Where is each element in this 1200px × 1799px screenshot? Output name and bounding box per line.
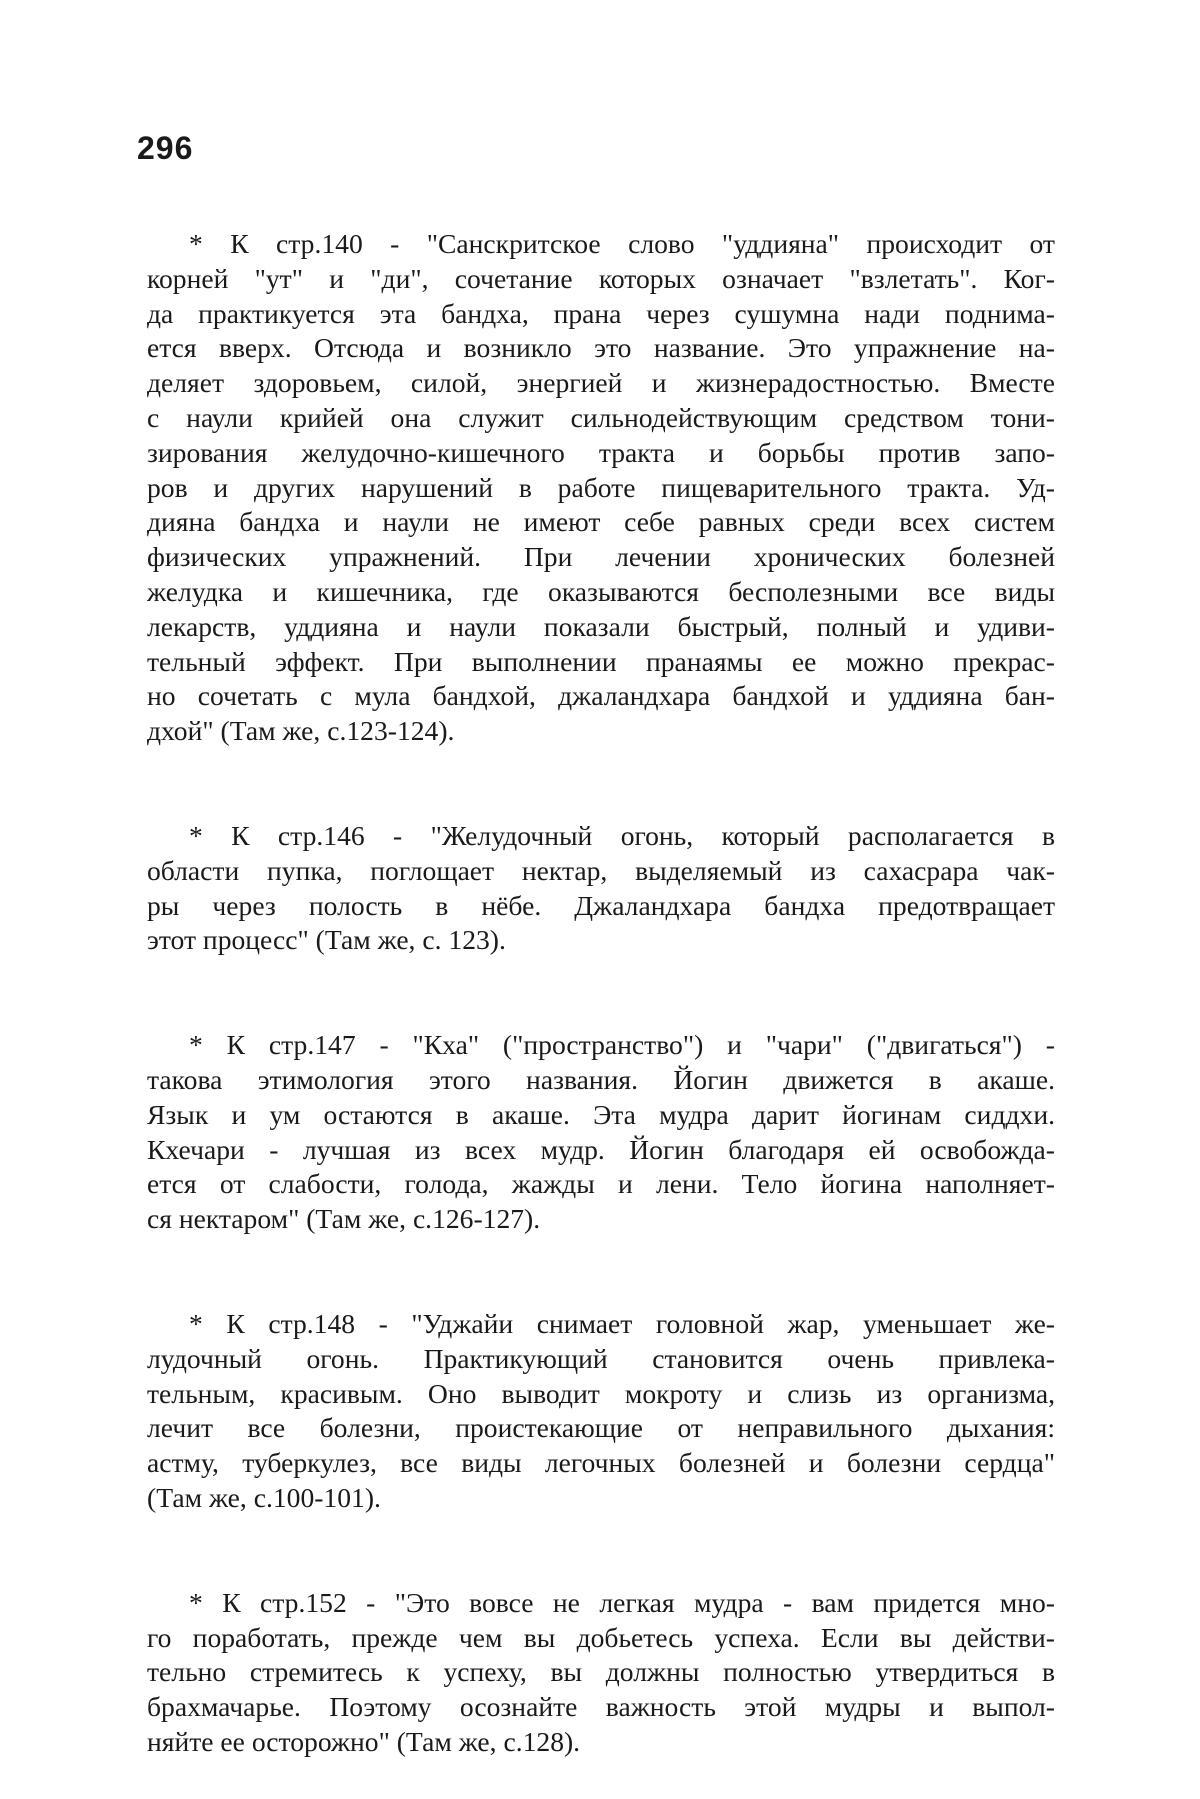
note-line: * К стр.152 - "Это вовсе не легкая мудра - вам придется мно- <box>189 1586 1055 1618</box>
note-line: тельным, красивым. Оно выводит мокроту и слизь из организма, <box>147 1377 1055 1409</box>
footnotes-column <box>147 227 1055 1760</box>
note-line: * К стр.148 - "Уджайи снимает головной жар, уменьшает же- <box>189 1307 1055 1339</box>
note-line: да практикуется эта бандха, прана через сушумна нади поднима- <box>147 297 1055 329</box>
note-line: с наули крийей она служит сильнодействующим средством тони- <box>147 401 1055 433</box>
note-line: такова этимология этого названия. Йогин движется в акаше. <box>147 1063 1055 1095</box>
note-line: брахмачарье. Поэтому осознайте важность этой мудры и выпол- <box>147 1691 1055 1723</box>
note-line: желудка и кишечника, где оказываются бесполезными все виды <box>147 575 1055 607</box>
footnote-page-148 <box>147 1307 1055 1516</box>
note-line: лудочный огонь. Практикующий становится очень привлека- <box>147 1342 1055 1374</box>
footnote-page-146 <box>147 819 1055 958</box>
note-line: области пупка, поглощает нектар, выделяемый из сахасрара чак- <box>147 854 1055 886</box>
note-line: деляет здоровьем, силой, энергией и жизнерадостностью. Вместе <box>147 367 1055 399</box>
note-line: физических упражнений. При лечении хронических болезней <box>147 541 1055 573</box>
note-line: корней "ут" и "ди", сочетание которых означает "взлетать". Ког- <box>147 262 1055 294</box>
note-line: ется от слабости, голода, жажды и лени. Тело йогина наполняет- <box>147 1168 1055 1200</box>
note-line: лечит все болезни, проистекающие от неправильного дыхания: <box>147 1412 1055 1444</box>
note-line: няйте ее осторожно" (Там же, с.128). <box>147 1725 581 1757</box>
note-line: го поработать, прежде чем вы добьетесь успеха. Если вы действи- <box>147 1621 1055 1653</box>
note-line: дияна бандха и наули не имеют себе равных среди всех систем <box>147 506 1055 538</box>
note-line: ется вверх. Отсюда и возникло это название. Это упражнение на- <box>147 332 1055 364</box>
note-line: но сочетать с мула бандхой, джаландхара бандхой и уддияна бан- <box>147 680 1055 712</box>
note-line: * К стр.140 - "Санскритское слово "уддияна" происходит от <box>189 228 1055 259</box>
note-line: тельный эффект. При выполнении пранаямы ее можно прекрас- <box>147 645 1055 677</box>
note-line: этот процесс" (Там же, с. 123). <box>147 924 506 956</box>
note-line: астму, туберкулез, все виды легочных болезней и болезни сердца" <box>147 1447 1055 1479</box>
page-number: 296 <box>137 130 194 166</box>
note-line: ров и других нарушений в работе пищеварительного тракта. Уд- <box>147 471 1055 503</box>
footnote-page-152 <box>147 1586 1055 1760</box>
footnote-page-140 <box>147 227 1055 749</box>
note-line: (Там же, с.100-101). <box>147 1481 381 1513</box>
note-line: дхой" (Там же, с.123-124). <box>147 715 455 747</box>
note-line: * К стр.146 - "Желудочный огонь, который располагается в <box>189 819 1055 851</box>
note-line: тельно стремитесь к успеху, вы должны полностью утвердиться в <box>147 1656 1055 1688</box>
note-line: лекарств, уддияна и наули показали быстрый, полный и удиви- <box>147 610 1055 642</box>
note-line: Язык и ум остаются в акаше. Эта мудра дарит йогинам сиддхи. <box>147 1098 1055 1130</box>
note-line: * К стр.147 - "Кха" ("пространство") и "чари" ("двигаться") - <box>189 1029 1055 1061</box>
note-line: ся нектаром" (Там же, с.126-127). <box>147 1203 541 1235</box>
note-line: ры через полость в нёбе. Джаландхара бандха предотвращает <box>147 889 1055 921</box>
note-line: зирования желудочно-кишечного тракта и борьбы против запо- <box>147 436 1055 468</box>
footnote-page-147 <box>147 1028 1055 1237</box>
note-line: Кхечари - лучшая из всех мудр. Йогин благодаря ей освобожда- <box>147 1133 1055 1165</box>
